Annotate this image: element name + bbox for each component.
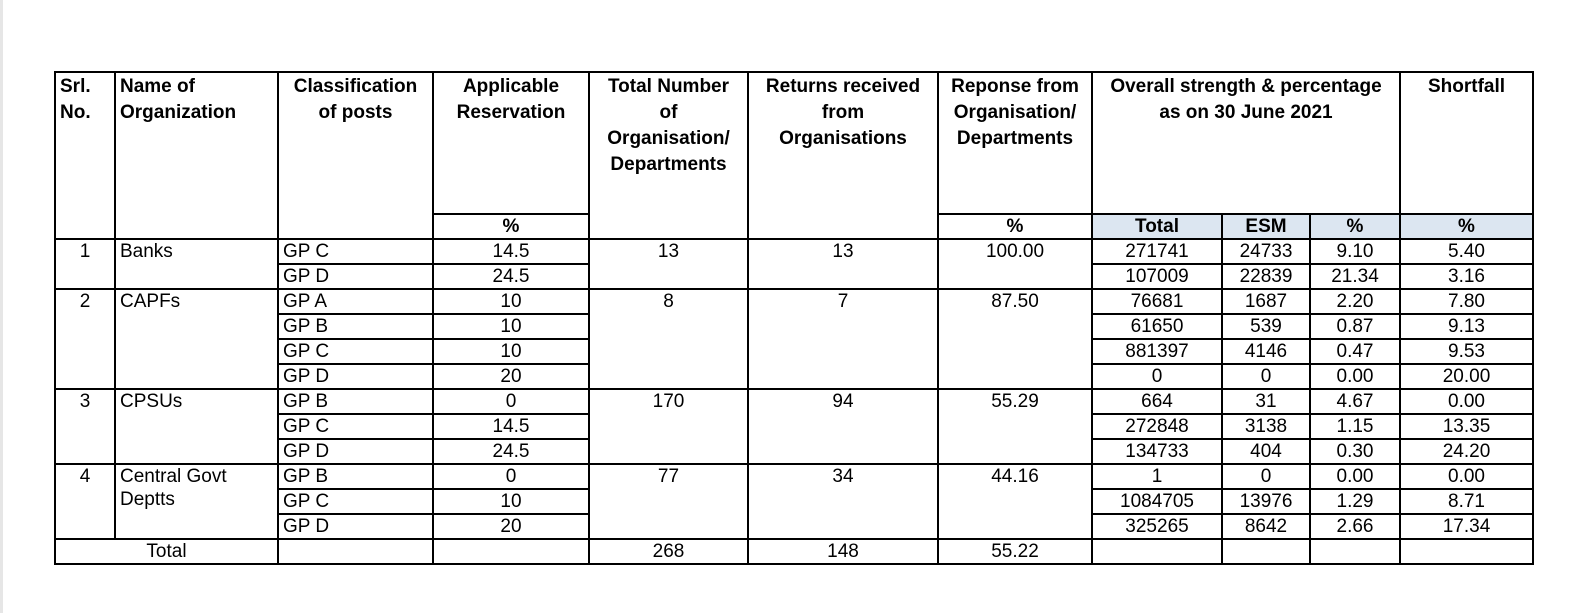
shortfall-cell: 8.71 [1400,489,1533,514]
strength-total-cell: 1084705 [1092,489,1222,514]
esm-cell: 1687 [1222,289,1310,314]
post-class-cell: GP B [278,464,433,489]
strength-total-cell: 271741 [1092,239,1222,264]
strength-total-cell: 664 [1092,389,1222,414]
header-overall-strength: Overall strength & percentage as on 30 June 2021 [1092,72,1400,214]
post-class-cell: GP C [278,414,433,439]
empty-cell [1092,539,1222,564]
total-orgs-cell: 13 [589,239,748,289]
response-cell: 44.16 [938,464,1092,539]
percent-cell: 0.30 [1310,439,1400,464]
shortfall-cell: 9.53 [1400,339,1533,364]
esm-cell: 0 [1222,364,1310,389]
returns-sum: 148 [748,539,938,564]
reservation-cell: 0 [433,389,589,414]
total-orgs-cell: 77 [589,464,748,539]
total-orgs-cell: 170 [589,389,748,464]
esm-cell: 8642 [1222,514,1310,539]
returns-cell: 94 [748,389,938,464]
strength-total-cell: 0 [1092,364,1222,389]
response-overall: 55.22 [938,539,1092,564]
header-name-of-organization: Name of Organization [115,72,278,214]
percent-cell: 0.00 [1310,364,1400,389]
post-class-cell: GP B [278,314,433,339]
header-response: Reponse from Organisation/ Departments [938,72,1092,214]
total-orgs-sum: 268 [589,539,748,564]
post-class-cell: GP C [278,489,433,514]
header-srl-no: Srl. No. [55,72,115,214]
organization-name-cell: Central Govt Deptts [115,464,278,539]
subheader-total: Total [1092,214,1222,239]
reservation-strength-table [54,71,1534,565]
post-class-cell: GP D [278,514,433,539]
post-class-cell: GP A [278,289,433,314]
percent-cell: 9.10 [1310,239,1400,264]
table-row [55,239,1533,264]
shortfall-cell: 0.00 [1400,389,1533,414]
shortfall-cell: 20.00 [1400,364,1533,389]
table-row [55,464,1533,489]
table-row [55,289,1533,314]
esm-cell: 4146 [1222,339,1310,364]
shortfall-cell: 3.16 [1400,264,1533,289]
shortfall-cell: 7.80 [1400,289,1533,314]
subheader-percent: % [1310,214,1400,239]
subheader-response-percent: % [938,214,1092,239]
response-cell: 100.00 [938,239,1092,289]
strength-total-cell: 325265 [1092,514,1222,539]
percent-cell: 2.20 [1310,289,1400,314]
post-class-cell: GP C [278,239,433,264]
shortfall-cell: 5.40 [1400,239,1533,264]
empty-cell [1400,539,1533,564]
reservation-cell: 20 [433,514,589,539]
header-row [55,72,1533,214]
esm-cell: 24733 [1222,239,1310,264]
srl-no-cell: 4 [55,464,115,539]
strength-total-cell: 107009 [1092,264,1222,289]
reservation-cell: 10 [433,289,589,314]
reservation-cell: 24.5 [433,264,589,289]
header-classification: Classification of posts [278,72,433,214]
percent-cell: 21.34 [1310,264,1400,289]
reservation-cell: 10 [433,489,589,514]
shortfall-cell: 24.20 [1400,439,1533,464]
percent-cell: 1.29 [1310,489,1400,514]
response-cell: 87.50 [938,289,1092,389]
empty-cell [278,539,433,564]
total-label: Total [55,539,278,564]
empty-cell [433,539,589,564]
post-class-cell: GP D [278,264,433,289]
percent-cell: 0.87 [1310,314,1400,339]
header-total-organisations: Total Number of Organisation/ Departments [589,72,748,214]
strength-total-cell: 881397 [1092,339,1222,364]
reservation-cell: 20 [433,364,589,389]
reservation-cell: 14.5 [433,414,589,439]
response-cell: 55.29 [938,389,1092,464]
header-applicable-reservation: Applicable Reservation [433,72,589,214]
strength-total-cell: 272848 [1092,414,1222,439]
subheader-shortfall-percent: % [1400,214,1533,239]
percent-cell: 0.47 [1310,339,1400,364]
esm-cell: 404 [1222,439,1310,464]
total-row [55,539,1533,564]
subheader-row [55,214,1533,239]
returns-cell: 7 [748,289,938,389]
shortfall-cell: 13.35 [1400,414,1533,439]
strength-total-cell: 76681 [1092,289,1222,314]
strength-total-cell: 134733 [1092,439,1222,464]
percent-cell: 2.66 [1310,514,1400,539]
returns-cell: 13 [748,239,938,289]
subheader-esm: ESM [1222,214,1310,239]
header-returns-received: Returns received from Organisations [748,72,938,214]
srl-no-cell: 3 [55,389,115,464]
esm-cell: 3138 [1222,414,1310,439]
esm-cell: 13976 [1222,489,1310,514]
reservation-cell: 0 [433,464,589,489]
srl-no-cell: 2 [55,289,115,389]
empty-cell [1222,539,1310,564]
total-orgs-cell: 8 [589,289,748,389]
post-class-cell: GP B [278,389,433,414]
post-class-cell: GP D [278,364,433,389]
strength-total-cell: 61650 [1092,314,1222,339]
subheader-reservation-percent: % [433,214,589,239]
esm-cell: 0 [1222,464,1310,489]
percent-cell: 1.15 [1310,414,1400,439]
percent-cell: 4.67 [1310,389,1400,414]
post-class-cell: GP D [278,439,433,464]
shortfall-cell: 0.00 [1400,464,1533,489]
organization-name-cell: CPSUs [115,389,278,464]
shortfall-cell: 17.34 [1400,514,1533,539]
esm-cell: 539 [1222,314,1310,339]
empty-cell [1310,539,1400,564]
srl-no-cell: 1 [55,239,115,289]
organization-name-cell: CAPFs [115,289,278,389]
returns-cell: 34 [748,464,938,539]
reservation-cell: 10 [433,339,589,364]
organization-name-cell: Banks [115,239,278,289]
shortfall-cell: 9.13 [1400,314,1533,339]
esm-cell: 22839 [1222,264,1310,289]
esm-cell: 31 [1222,389,1310,414]
strength-total-cell: 1 [1092,464,1222,489]
reservation-cell: 24.5 [433,439,589,464]
reservation-cell: 14.5 [433,239,589,264]
percent-cell: 0.00 [1310,464,1400,489]
post-class-cell: GP C [278,339,433,364]
header-shortfall: Shortfall [1400,72,1533,214]
table-row [55,389,1533,414]
reservation-cell: 10 [433,314,589,339]
